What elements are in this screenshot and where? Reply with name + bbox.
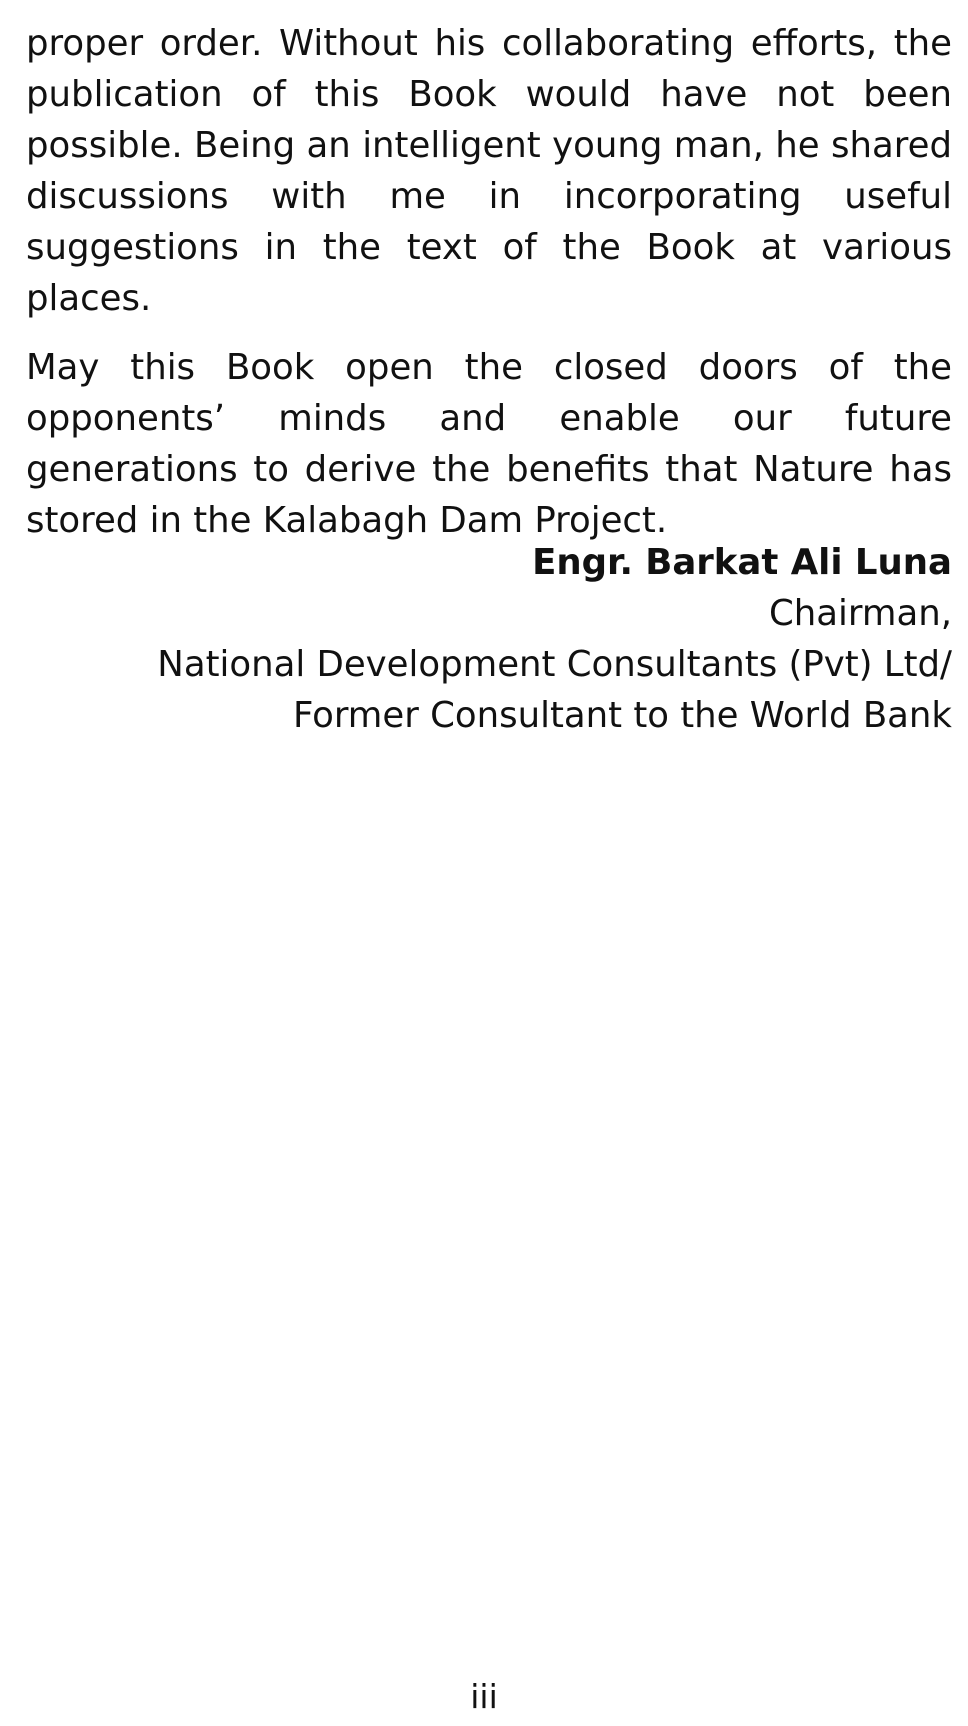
body-text	[26, 18, 952, 546]
signature-block	[157, 537, 952, 741]
paragraph-closing-wish: May this Book open the closed doors of the opponents’ minds and enable our future generations to derive the benefits that Nature has stored in the Kalabagh Dam Project.	[26, 347, 952, 541]
page-number: iii	[470, 1677, 498, 1716]
signatory-name: Engr. Barkat Ali Luna	[532, 542, 952, 583]
paragraph-acknowledgement: proper order. Without his collaborating efforts, the publication of this Book would have not been possible. Being an intelligent young man, he shared discussions with me in incorporating useful suggestions in the text of the Book at various places.	[26, 23, 952, 319]
signatory-title: Chairman,	[769, 593, 952, 634]
signatory-former-role: Former Consultant to the World Bank	[292, 695, 952, 736]
signatory-organization: National Development Consultants (Pvt) Ltd/	[157, 644, 952, 685]
